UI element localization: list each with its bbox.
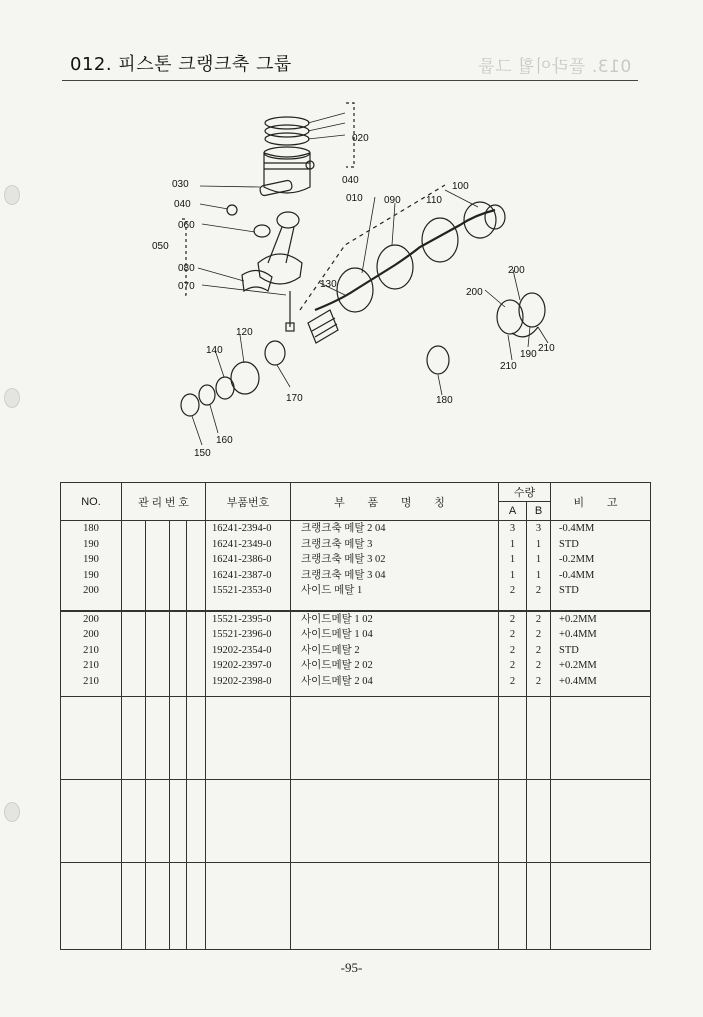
rod-shape <box>268 227 294 263</box>
title-divider <box>62 80 638 81</box>
qty-a-value: 2 <box>509 675 516 687</box>
no-value: 180 <box>83 523 99 534</box>
part-name-value: 크랭크축 메탈 3 02 <box>301 554 386 565</box>
qty-a-cell <box>499 521 527 611</box>
bushing-shape <box>254 225 270 237</box>
no-cell <box>61 611 122 697</box>
col-header-qty-b: B <box>527 502 551 521</box>
remark-value: -0.4MM <box>559 569 595 581</box>
qty-a-value: 2 <box>509 629 516 640</box>
part-name-cell <box>291 611 499 697</box>
part-name-value: 사이드메탈 2 04 <box>301 675 373 687</box>
callout-label: 110 <box>426 195 442 206</box>
callout-label: 070 <box>178 281 195 292</box>
callout-label: 130 <box>320 279 337 290</box>
table-row-group <box>61 611 651 697</box>
part-no-cell <box>206 611 291 697</box>
parts-table <box>60 482 651 950</box>
table-row-empty <box>61 780 651 863</box>
callout-label: 210 <box>538 343 555 354</box>
callout-label: 050 <box>152 241 169 252</box>
callout-label: 030 <box>172 179 189 190</box>
remark-value: STD <box>559 644 579 656</box>
callout-label: 090 <box>384 195 401 206</box>
part-name-value: 사이드메탈 1 02 <box>301 613 373 625</box>
part-no-value: 16241-2394-0 <box>212 523 272 534</box>
qty-b-value: 1 <box>535 554 542 565</box>
page-title: 012. 피스톤 크랭크축 그룹 <box>70 54 292 75</box>
no-value: 210 <box>83 660 99 671</box>
binder-hole <box>4 185 20 205</box>
small-end-shape <box>277 212 299 228</box>
callout-label: 200 <box>466 287 483 298</box>
binder-hole <box>4 388 20 408</box>
qty-a-value: 2 <box>509 644 516 656</box>
qty-b-value: 2 <box>535 629 542 640</box>
crank-web-shape <box>377 245 413 289</box>
part-name-value: 크랭크축 메탈 2 04 <box>301 523 386 534</box>
bleed-through-title: 013. 플라이휠 그룹 <box>478 57 632 77</box>
qty-b-value: 2 <box>535 613 542 625</box>
callout-label: 170 <box>286 393 303 404</box>
callout-label: 100 <box>452 181 469 192</box>
no-value: 190 <box>83 554 99 565</box>
callout-label: 150 <box>194 448 211 459</box>
col-header-no: NO. <box>61 483 122 521</box>
gear-shape <box>231 362 259 394</box>
callout-label: 210 <box>500 361 517 372</box>
remark-cell <box>551 521 651 611</box>
qty-b-cell <box>527 521 551 611</box>
part-name-value: 크랭크축 메탈 3 <box>301 538 373 550</box>
part-name-value: 사이드 메탈 1 <box>301 585 363 596</box>
part-no-cell <box>206 521 291 611</box>
col-header-part-no: 부품번호 <box>206 483 291 521</box>
part-name-value: 크랭크축 메탈 3 04 <box>301 569 386 581</box>
big-end-shape <box>258 254 302 284</box>
no-value: 210 <box>83 644 99 656</box>
remark-value: +0.4MM <box>559 629 597 640</box>
part-name-cell <box>291 521 499 611</box>
no-value: 210 <box>83 675 99 687</box>
table-row-empty <box>61 697 651 780</box>
part-no-value: 15521-2353-0 <box>212 585 272 596</box>
crank-web-shape <box>422 218 458 262</box>
part-name-value: 사이드메탈 2 <box>301 644 360 656</box>
col-header-qty-a: A <box>499 502 527 521</box>
binder-hole <box>4 802 20 822</box>
callout-label: 040 <box>174 199 191 210</box>
part-no-value: 19202-2354-0 <box>212 644 272 656</box>
part-name-value: 사이드메탈 1 04 <box>301 629 373 640</box>
qty-b-cell <box>527 611 551 697</box>
qty-b-value: 2 <box>535 585 542 596</box>
qty-a-value: 2 <box>509 660 516 671</box>
callout-label: 010 <box>346 193 363 204</box>
qty-a-value: 1 <box>509 554 516 565</box>
table-row-empty <box>61 863 651 950</box>
qty-a-value: 1 <box>509 569 516 581</box>
col-header-part-name: 부 품 명 칭 <box>291 483 499 521</box>
callout-label: 180 <box>436 395 453 406</box>
remark-value: +0.2MM <box>559 660 597 671</box>
remark-value: +0.2MM <box>559 613 597 625</box>
collar-shape <box>265 341 285 365</box>
callout-label: 020 <box>352 133 369 144</box>
callout-label: 160 <box>216 435 233 446</box>
side-bearing-shape <box>519 293 545 327</box>
no-cell <box>61 521 122 611</box>
qty-b-value: 1 <box>535 538 542 550</box>
remark-value: STD <box>559 538 579 550</box>
qty-a-value: 2 <box>509 585 516 596</box>
piston-ring-shape <box>265 133 309 145</box>
part-no-value: 16241-2349-0 <box>212 538 272 550</box>
remark-cell <box>551 611 651 697</box>
qty-b-value: 1 <box>535 569 542 581</box>
remark-value: +0.4MM <box>559 675 597 687</box>
qty-a-value: 2 <box>509 613 516 625</box>
page-number: -95- <box>340 960 363 975</box>
callout-label: 190 <box>520 349 537 360</box>
no-value: 190 <box>83 538 99 550</box>
part-no-value: 16241-2387-0 <box>212 569 272 581</box>
qty-b-value: 3 <box>535 523 542 534</box>
part-no-value: 16241-2386-0 <box>212 554 272 565</box>
clip-shape <box>227 205 237 215</box>
part-no-value: 19202-2397-0 <box>212 660 272 671</box>
washer-shape <box>199 385 215 405</box>
callout-label: 040 <box>342 175 359 186</box>
callout-label: 060 <box>178 220 195 231</box>
callout-label: 080 <box>178 263 195 274</box>
nut-shape <box>181 394 199 416</box>
no-value: 190 <box>83 569 99 581</box>
callout-label: 140 <box>206 345 223 356</box>
remark-value: -0.4MM <box>559 523 595 534</box>
callout-label: 120 <box>236 327 253 338</box>
no-value: 200 <box>83 629 99 640</box>
col-header-quantity: 수량 <box>499 483 551 502</box>
col-header-remark: 비 고 <box>551 483 651 521</box>
exploded-parts-diagram <box>140 95 580 465</box>
no-value: 200 <box>83 585 99 596</box>
qty-b-value: 2 <box>535 675 542 687</box>
key-ring-shape <box>216 377 234 399</box>
qty-b-value: 2 <box>535 644 542 656</box>
qty-a-cell <box>499 611 527 697</box>
qty-a-value: 1 <box>509 538 516 550</box>
table-row-group <box>61 521 651 611</box>
part-no-value: 15521-2396-0 <box>212 629 272 640</box>
part-no-value: 19202-2398-0 <box>212 675 272 687</box>
main-bearing-shape <box>427 346 449 374</box>
col-header-management-no: 관 리 번 호 <box>122 483 206 521</box>
no-value: 200 <box>83 613 99 625</box>
qty-b-value: 2 <box>535 660 542 671</box>
remark-value: -0.2MM <box>559 554 595 565</box>
qty-a-value: 3 <box>509 523 516 534</box>
part-name-value: 사이드메탈 2 02 <box>301 660 373 671</box>
part-no-value: 15521-2395-0 <box>212 613 272 625</box>
callout-label: 200 <box>508 265 525 276</box>
remark-value: STD <box>559 585 579 596</box>
